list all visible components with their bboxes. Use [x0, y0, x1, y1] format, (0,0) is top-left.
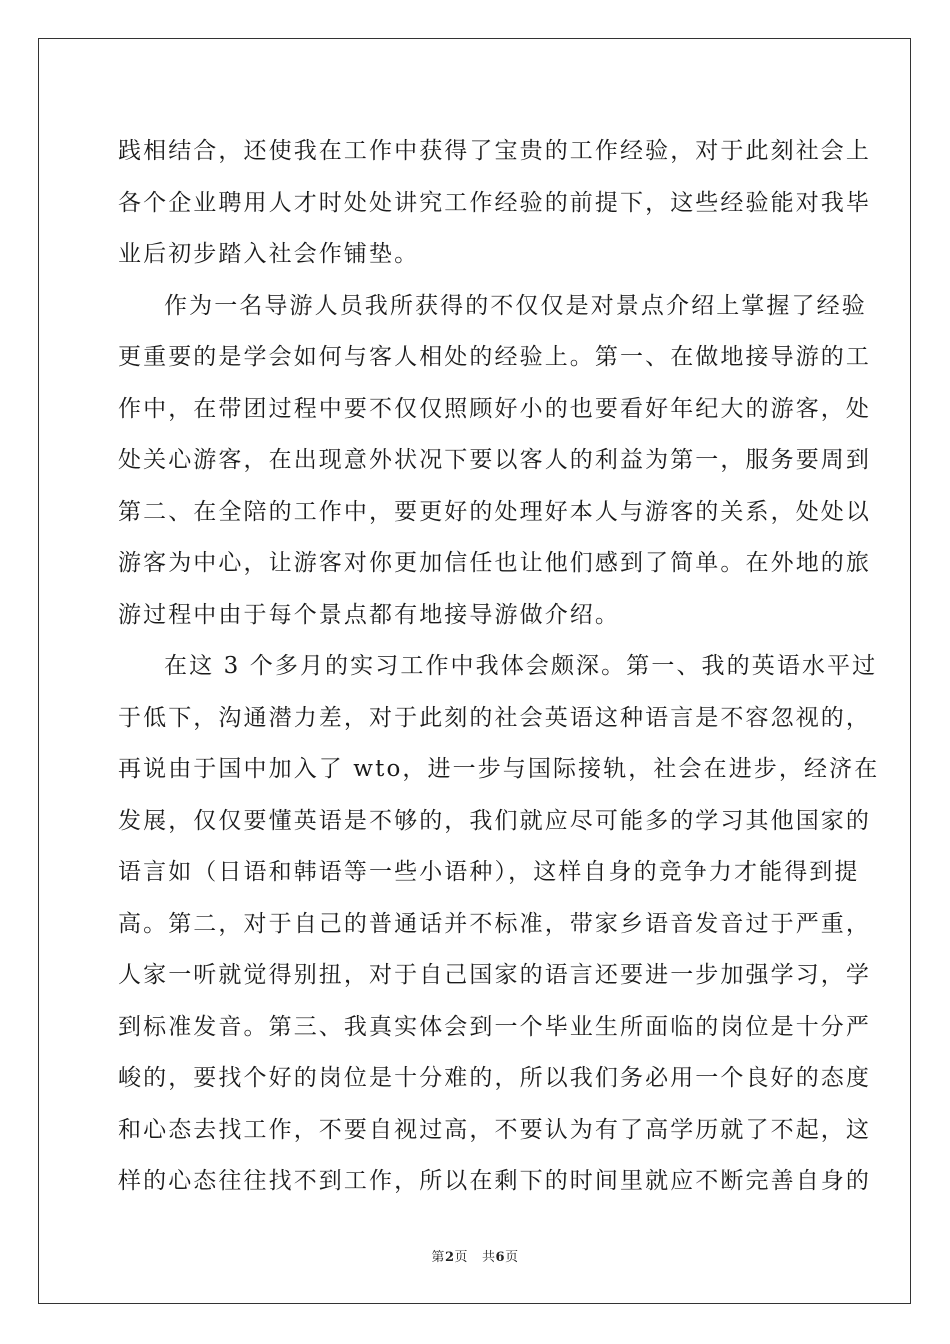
- total-pages-label: 共6页: [482, 1250, 519, 1265]
- page-number-label: 第2页: [431, 1250, 468, 1265]
- text-line: 游过程中由于每个景点都有地接导游做介绍。: [118, 601, 620, 628]
- text-line: 再说由于国中加入了 wto，进一步与国际接轨，社会在进步，经济在: [118, 756, 880, 782]
- text-line: 更重要的是学会如何与客人相处的经验上。第一、在做地接导游的工: [118, 344, 871, 370]
- text-line: 高。第二，对于自己的普通话并不标准，带家乡语音发音过于严重，: [118, 910, 871, 937]
- text-line: 第二、在全陪的工作中，要更好的处理好本人与游客的关系，处处以: [118, 498, 871, 525]
- text-line: 峻的，要找个好的岗位是十分难的，所以我们务必用一个良好的态度: [118, 1065, 871, 1091]
- text-line: 作中，在带团过程中要不仅仅照顾好小的也要看好年纪大的游客，处: [118, 395, 871, 422]
- text-line: 语言如（日语和韩语等一些小语种），这样自身的竞争力才能得到提: [118, 859, 860, 885]
- text-line: 发展，仅仅要懂英语是不够的，我们就应尽可能多的学习其他国家的: [118, 807, 871, 834]
- text-line: 践相结合，还使我在工作中获得了宝贵的工作经验，对于此刻社会上: [118, 138, 871, 164]
- text-line: 于低下，沟通潜力差，对于此刻的社会英语这种语言是不容忽视的，: [118, 704, 871, 731]
- total-pages: 6: [495, 1250, 506, 1265]
- document-body: [118, 126, 880, 1208]
- text-line: 样的心态往往找不到工作，所以在剩下的时间里就应不断完善自身的: [118, 1168, 871, 1194]
- text-line: 在这 3 个多月的实习工作中我体会颇深。第一、我的英语水平过: [164, 653, 878, 679]
- page-footer: [0, 1246, 950, 1265]
- text-line: 各个企业聘用人才时处处讲究工作经验的前提下，这些经验能对我毕: [118, 189, 871, 216]
- text-line: 到标准发音。第三、我真实体会到一个毕业生所面临的岗位是十分严: [118, 1013, 871, 1040]
- text-line: 处关心游客，在出现意外状况下要以客人的利益为第一，服务要周到: [118, 447, 871, 473]
- text-line: 游客为中心，让游客对你更加信任也让他们感到了简单。在外地的旅: [118, 550, 871, 576]
- text-line: 和心态去找工作，不要自视过高，不要认为有了高学历就了不起，这: [118, 1116, 871, 1143]
- page-number: 2: [444, 1250, 455, 1265]
- text-line: 作为一名导游人员我所获得的不仅仅是对景点介绍上掌握了经验: [164, 292, 867, 319]
- text-line: 业后初步踏入社会作铺垫。: [118, 241, 420, 267]
- text-line: 人家一听就觉得别扭，对于自己国家的语言还要进一步加强学习，学: [118, 962, 871, 988]
